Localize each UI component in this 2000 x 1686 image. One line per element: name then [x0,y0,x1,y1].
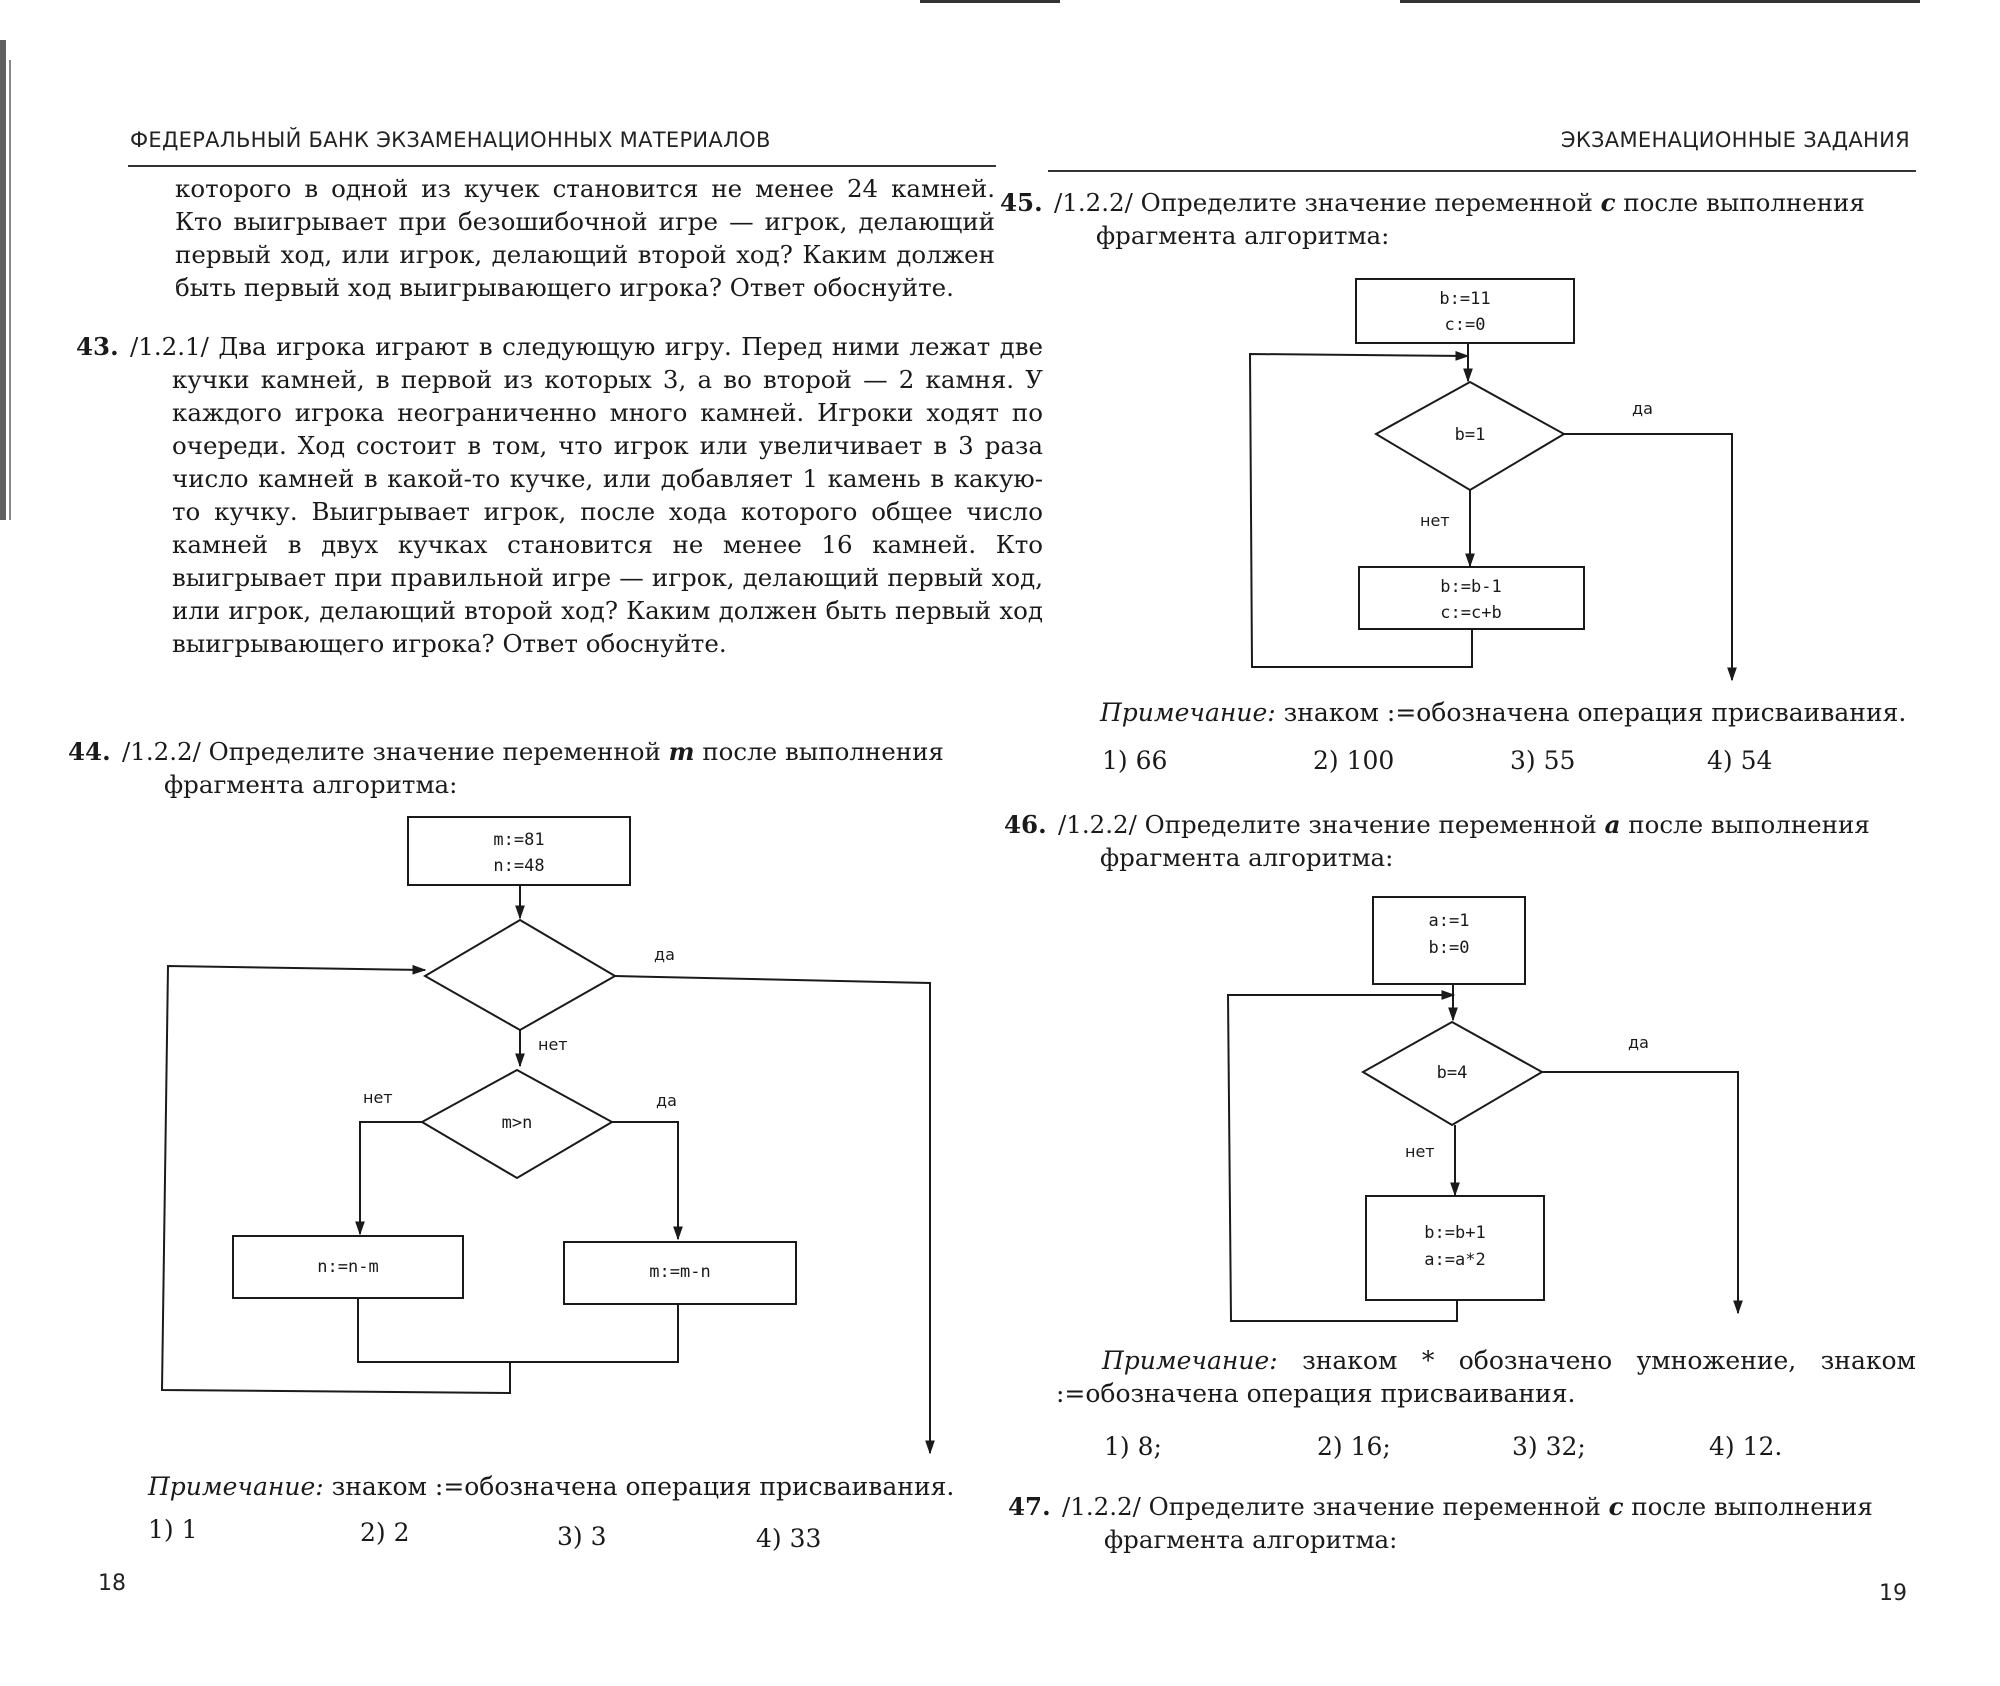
yes-label: да [654,945,675,964]
init-line: c:=0 [1444,315,1486,335]
question-46: 46. /1.2.2/ Определите значение переменной a после выполнения фрагмента алгоритма: [1004,810,1870,872]
page-number: 18 [98,1571,126,1596]
question-text-end: после выполнения фрагмента алгоритма: [164,737,944,799]
answer-option: 2) 2 [360,1518,410,1547]
answer-options-44 [148,1515,948,1555]
condition-label: b=1 [1454,425,1486,445]
question-43: 43. /1.2.1/ Два игрока играют в следующую игру. Перед ними лежат две кучки камней, в первой из которых 3, а во второй — 2 камня. У каждого игрока неограниченно много камней. Игроки ходят по очереди. Ход состоит в том, что игрок или увеличивает в 3 раза число камней в какой-то кучке, или добавляет 1 камень в какую-то кучку. Выигрывает игрок, после хода которого общее число камней в двух кучках становится не менее 16 камней. Кто выигрывает при правильной игре — игрок, делающий первый ход, или игрок, делающий второй ход? Каким должен быть первый ход выигрывающего игрока? Ответ обоснуйте. [76,332,1043,658]
answer-option: 2) 16; [1317,1432,1391,1461]
note-label: Примечание: [1100,698,1276,727]
answer-option: 1) 8; [1104,1432,1162,1461]
yes-exit-arrow [615,976,930,1453]
answer-option: 3) 32; [1512,1432,1586,1461]
question-text-end: после выполнения фрагмента алгоритма: [1100,810,1870,872]
outer-condition [425,920,615,1030]
note-text: знаком :=обозначена операция присваивания. [323,1472,955,1501]
question-text: /1.2.2/ Определите значение переменной [1054,188,1601,217]
question-text: /1.2.2/ Определите значение переменной [1058,810,1605,839]
variable-name: c [1600,188,1616,217]
page-number: 19 [1879,1581,1907,1606]
running-head: ФЕДЕРАЛЬНЫЙ БАНК ЭКЗАМЕНАЦИОННЫХ МАТЕРИАЛОВ [130,128,771,152]
answer-option: 3) 55 [1510,746,1576,775]
question-text: /1.2.1/ Два игрока играют в следующую игру. Перед ними лежат две кучки камней, в первой из которых 3, а во второй — 2 камня. У каждого игрока неограниченно много камней. Игроки ходят по очереди. Ход состоит в том, что игрок или увеличивает в 3 раза число камней в какой-то кучке, или добавляет 1 камень в какую-то кучку. Выигрывает игрок, после хода которого общее число камней в двух кучках становится не менее 16 камней. Кто выигрывает при правильной игре — игрок, делающий первый ход, или игрок, делающий второй ход? Каким должен быть первый ход выигрывающего игрока? Ответ обоснуйте. [130,332,1043,658]
yes-label: да [1632,399,1653,418]
process-line: a:=a*2 [1424,1250,1486,1270]
no-label: нет [538,1035,568,1054]
answer-option: 2) 100 [1313,746,1395,775]
running-head: ЭКЗАМЕНАЦИОННЫЕ ЗАДАНИЯ [1560,128,1910,152]
question-text: /1.2.2/ Определите значение переменной [1062,1492,1609,1521]
no-label: нет [1405,1142,1435,1161]
process-line: b:=b-1 [1440,577,1502,597]
init-line: n:=48 [493,856,545,876]
question-text: /1.2.2/ Определите значение переменной [122,737,669,766]
note-text: знаком :=обозначена операция присваивания. [1275,698,1907,727]
no-label: нет [363,1088,393,1107]
variable-name: c [1608,1492,1624,1521]
answer-option: 4) 33 [756,1524,822,1553]
process-line: c:=c+b [1440,603,1502,623]
note-label: Примечание: [148,1472,324,1501]
process-text: n:=n-m [317,1257,379,1277]
question-text-end: после выполнения фрагмента алгоритма: [1096,188,1865,250]
no-label: нет [1420,511,1450,530]
right-page [1000,0,2000,1686]
question-44: 44. /1.2.2/ Определите значение переменной m после выполнения фрагмента алгоритма: [68,737,944,799]
continuation-text: которого в одной из кучек становится не менее 24 камней. Кто выигрывает при безошибочной игре — игрок, делающий первый ход, или игрок, делающий второй ход? Каким должен быть первый ход выигрывающего игрока? Ответ обоснуйте. [175,174,995,302]
note-44 [148,1470,998,1503]
process-text: m:=m-n [649,1262,711,1282]
process-block [1366,1196,1544,1300]
init-line: b:=0 [1428,938,1470,958]
note-label: Примечание: [1102,1346,1278,1375]
condition-label: b=4 [1436,1063,1468,1083]
answer-option: 4) 12. [1709,1432,1783,1461]
no-branch-arrow [360,1122,422,1234]
init-line: a:=1 [1428,911,1470,931]
yes-label: да [656,1091,677,1110]
init-line: b:=11 [1439,289,1491,309]
question-text-end: после выполнения фрагмента алгоритма: [1104,1492,1873,1554]
answer-option: 3) 3 [557,1522,607,1551]
loop-back-arrow [162,966,510,1393]
process-line: b:=b+1 [1424,1223,1486,1243]
variable-name: m [668,737,695,766]
yes-label: да [1628,1033,1649,1052]
yes-branch-arrow [612,1122,678,1239]
question-45: 45. /1.2.2/ Определите значение переменной c после выполнения фрагмента алгоритма: [1000,188,1865,250]
merge-line [358,1298,678,1362]
answer-option: 1) 66 [1102,746,1168,775]
init-line: m:=81 [493,830,545,850]
variable-name: a [1604,810,1621,839]
note-text: знаком * обозначено умножение, знаком :=обозначена операция присваивания. [1056,1346,1916,1408]
condition-label: m>n [501,1113,533,1133]
yes-exit-arrow [1542,1072,1738,1313]
note-46 [1056,1344,1916,1410]
answer-option: 4) 54 [1707,746,1773,775]
answer-options-46 [1104,1432,1904,1472]
answer-option: 1) 1 [148,1515,198,1544]
question-47: 47. /1.2.2/ Определите значение переменной c после выполнения фрагмента алгоритма: [1008,1492,1873,1554]
